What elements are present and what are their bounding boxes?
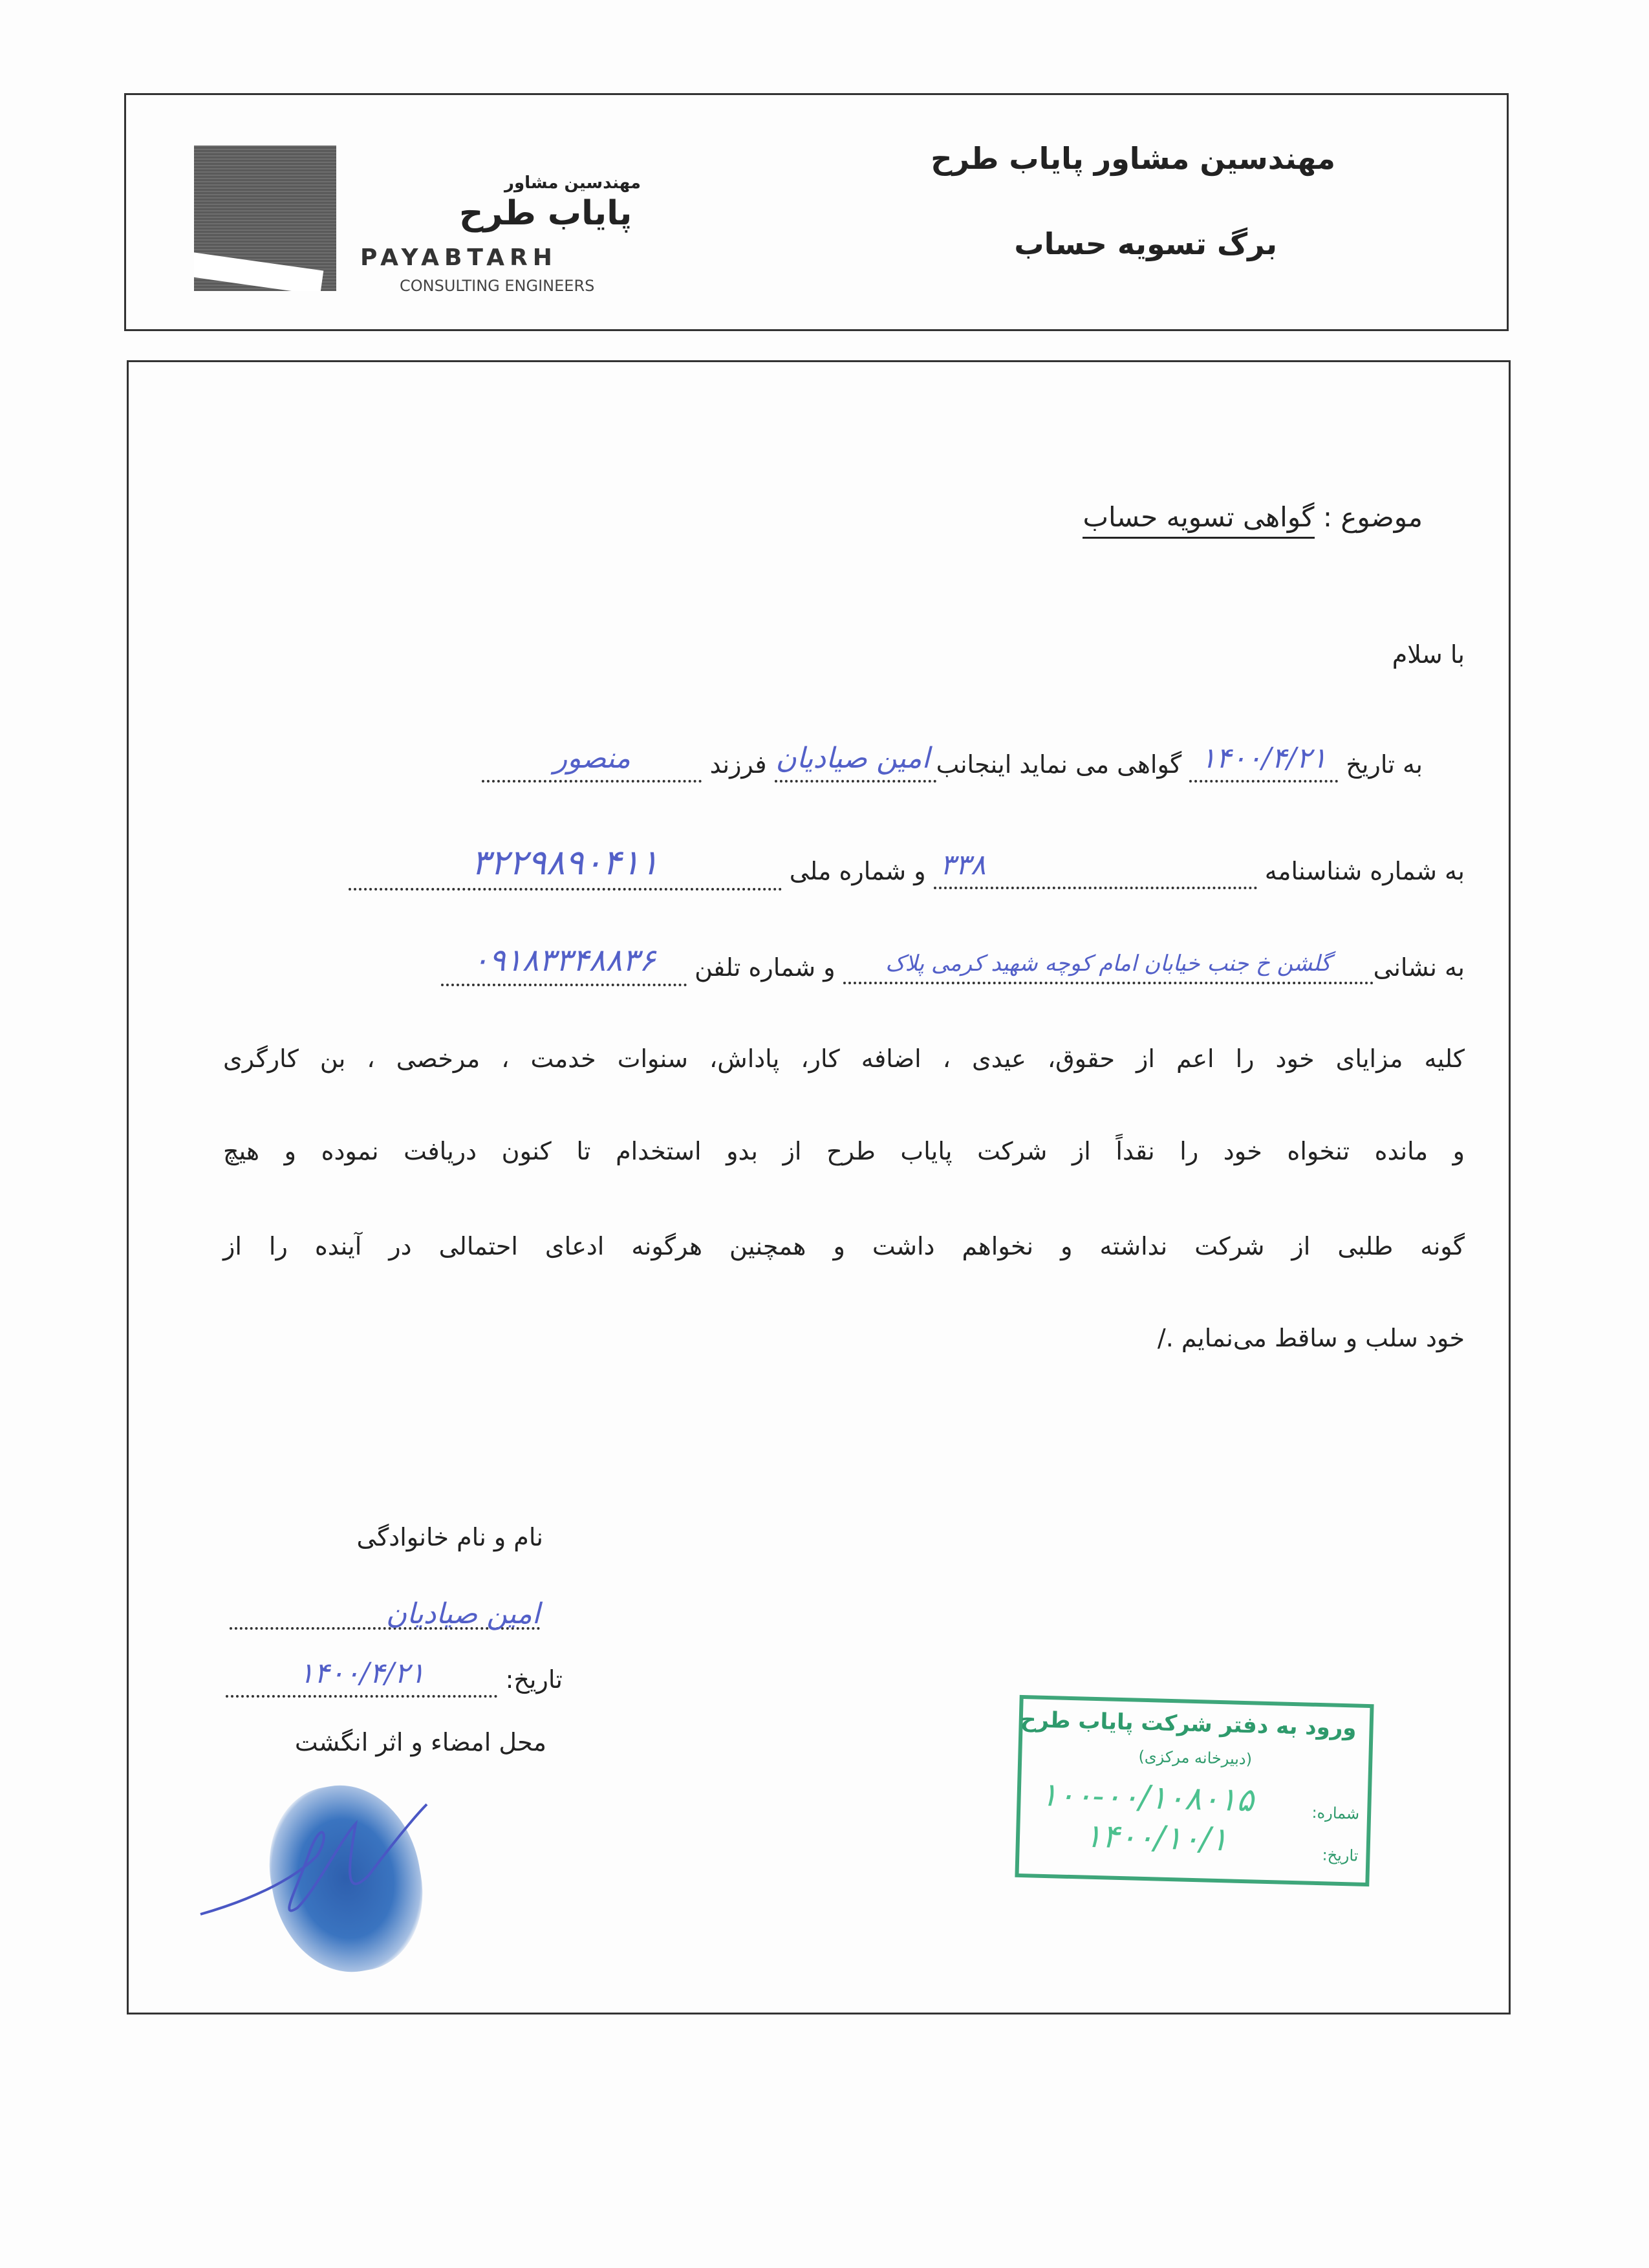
subject-text: گواهی تسویه حساب: [1083, 501, 1314, 539]
greeting: با سلام: [1392, 640, 1465, 669]
signature-date-row: [226, 1657, 563, 1698]
phone-value: ۰۹۱۸۳۳۴۸۸۳۶: [472, 942, 656, 978]
line-date-name: [482, 742, 1423, 783]
signature-scribble: [194, 1778, 466, 1947]
signature-date-label: تاریخ:: [505, 1665, 563, 1694]
logo-fa-big: پایاب طرح: [459, 194, 632, 233]
company-title: مهندسین مشاور پایاب طرح: [931, 141, 1335, 176]
id-field[interactable]: [934, 848, 1257, 889]
date-field[interactable]: [1189, 742, 1338, 783]
stamp-date-value: ۱۴۰۰/۱۰/۱: [1084, 1817, 1229, 1859]
subject-label: موضوع :: [1322, 501, 1423, 533]
address-value: گلشن خ جنب خیابان امام کوچه شهید کرمی پلاک: [885, 951, 1331, 977]
signature-name-value: امین صیادیان: [385, 1597, 540, 1630]
phone-label: و شماره تلفن: [695, 953, 835, 982]
id-value: ۳۳۸: [940, 848, 986, 881]
logo-en-sub: CONSULTING ENGINEERS: [400, 277, 595, 295]
signature-date-value: ۱۴۰۰/۴/۲۱: [298, 1657, 426, 1690]
subject-line: [1083, 501, 1423, 533]
stamp-number-value: ۱۰۰-۰۰/۱۰۸۰۱۵: [1040, 1775, 1255, 1819]
name-value: امین صیادیان: [775, 742, 930, 775]
stamp-date-label: تاریخ:: [1322, 1846, 1359, 1865]
stamp-number-label: شماره:: [1311, 1803, 1360, 1823]
national-value: ۳۲۲۹۸۹۰۴۱۱: [471, 842, 659, 883]
certify-text: گواهی می نماید اینجانب: [936, 750, 1182, 779]
national-label: و شماره ملی: [789, 857, 926, 885]
father-value: منصور: [553, 742, 630, 775]
date-value: ۱۴۰۰/۴/۲۱: [1200, 742, 1327, 775]
logo-fa-small: مهندسین مشاور: [504, 173, 641, 193]
address-field[interactable]: [843, 953, 1374, 984]
date-label: به تاریخ: [1346, 750, 1423, 779]
sign-place-label: محل امضاء و اثر انگشت: [294, 1728, 546, 1756]
child-of-label: فرزند: [709, 750, 767, 779]
stamp-title: ورود به دفتر شرکت پایاب طرح: [1020, 1706, 1357, 1742]
name-field[interactable]: [775, 742, 936, 783]
logo-en-name: PAYABTARH: [360, 244, 557, 271]
national-field[interactable]: [349, 842, 782, 891]
signature-date-field[interactable]: [226, 1657, 497, 1698]
father-field[interactable]: [482, 742, 702, 783]
stamp-subtitle: (دبیرخانه مرکزی): [1138, 1747, 1253, 1769]
signature-name-field[interactable]: [230, 1597, 540, 1630]
office-entry-stamp: [1015, 1695, 1374, 1886]
paragraph-line-4: خود سلب و ساقط می‌نمایم ./: [1157, 1324, 1465, 1352]
address-label: به نشانی: [1373, 953, 1465, 982]
id-label: به شماره شناسنامه: [1264, 857, 1465, 885]
phone-field[interactable]: [441, 942, 687, 986]
company-logo-mark: [194, 146, 336, 291]
form-title: برگ تسویه حساب: [1014, 226, 1277, 261]
line-id-numbers: [349, 842, 1465, 891]
signature-name-label: نام و نام خانوادگی: [356, 1523, 543, 1551]
paragraph-line-1: کلیه مزایای خود را اعم از حقوق، عیدی ، اضافه کار، پاداش، سنوات خدمت ، مرخصی ، بن کارگری: [223, 1044, 1465, 1073]
line-address-phone: [441, 942, 1465, 986]
paragraph-line-2: و مانده تنخواه خود را نقداً از شرکت پایاب طرح از بدو استخدام تا کنون دریافت نموده و هیچ: [223, 1137, 1465, 1165]
paragraph-line-3: گونه طلبی از شرکت نداشته و نخواهم داشت و همچنین هرگونه ادعای احتمالی در آینده را از: [223, 1232, 1465, 1260]
